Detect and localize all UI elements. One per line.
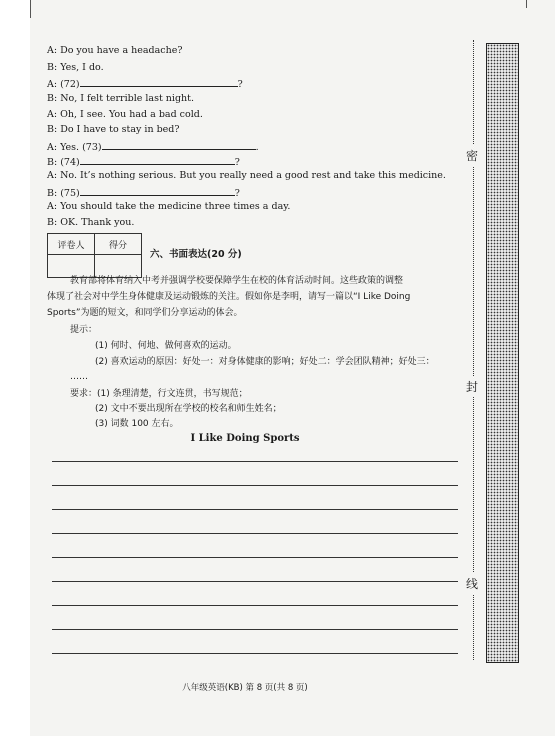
dialogue-line: A: Oh, I see. You had a bad cold. [47,109,203,120]
answer-blank-74[interactable] [80,155,235,165]
binding-line [473,40,475,660]
dialogue-line: A: (72) ? [47,79,243,90]
hint-label: 提示： [70,325,98,335]
hint-item: (1) 何时、何地、做何喜欢的运动。 [95,341,237,351]
dialogue-line: A: Do you have a headache? [47,45,183,56]
page-footer: 八年级英语(KB) 第 8 页(共 8 页) [182,683,308,693]
prompt-text: 体现了社会对中学生身体健康及运动锻炼的关注。假如你是李明，请写一篇以“I Like Doing [47,292,411,302]
writing-line[interactable] [52,581,458,582]
dialogue-line: A: You should take the medicine three times a day. [47,201,291,212]
writing-line[interactable] [52,557,458,558]
essay-title: I Like Doing Sports [190,433,300,444]
answer-blank-72[interactable] [80,77,238,87]
hint-item: …… [70,372,88,382]
writing-line[interactable] [52,629,458,630]
writing-line[interactable] [52,533,458,534]
dialogue-line: B: (74) ? [47,157,240,168]
prompt-text: Sports”为题的短文，和同学们分享运动的体会。 [47,308,243,318]
grader-header: 评卷人 [48,234,95,255]
answer-blank-75[interactable] [80,186,235,196]
answer-blank-73[interactable] [102,140,256,150]
dialogue-line: B: Yes, I do. [47,62,104,73]
dialogue-line: B: OK. Thank you. [47,217,135,228]
dialogue-line: A: No. It’s nothing serious. But you really need a good rest and take this medicine. [47,170,446,181]
score-table [47,233,142,278]
binding-char: 线 [466,573,478,594]
hint-item: (2) 喜欢运动的原因：好处一：对身体健康的影响；好处二：学会团队精神；好处三： [95,357,435,367]
writing-line[interactable] [52,509,458,510]
writing-line[interactable] [52,605,458,606]
requirement: (2) 文中不要出现所在学校的校名和师生姓名； [95,404,282,414]
requirement: 要求：(1) 条理清楚，行文连贯，书写规范； [70,389,248,399]
dialogue-line: B: (75) ? [47,188,240,199]
writing-line[interactable] [52,461,458,462]
binding-char: 封 [466,376,478,397]
binding-char: 密 [466,145,478,166]
score-header: 得分 [95,234,142,255]
requirement: (3) 词数 100 左右。 [95,419,179,429]
writing-line[interactable] [52,485,458,486]
binding-margin-pattern [486,43,519,663]
crop-mark [30,0,31,18]
writing-line[interactable] [52,653,458,654]
dialogue-line: B: Do I have to stay in bed? [47,124,180,135]
prompt-text: 教育部将体育纳入中考并强调学校要保障学生在校的体育活动时间。这些政策的调整 [70,276,404,286]
section-title: 六、书面表达(20 分) [150,249,242,260]
dialogue-line: B: No, I felt terrible last night. [47,93,194,104]
crop-mark [526,0,527,8]
dialogue-line: A: Yes. (73) . [47,142,259,153]
